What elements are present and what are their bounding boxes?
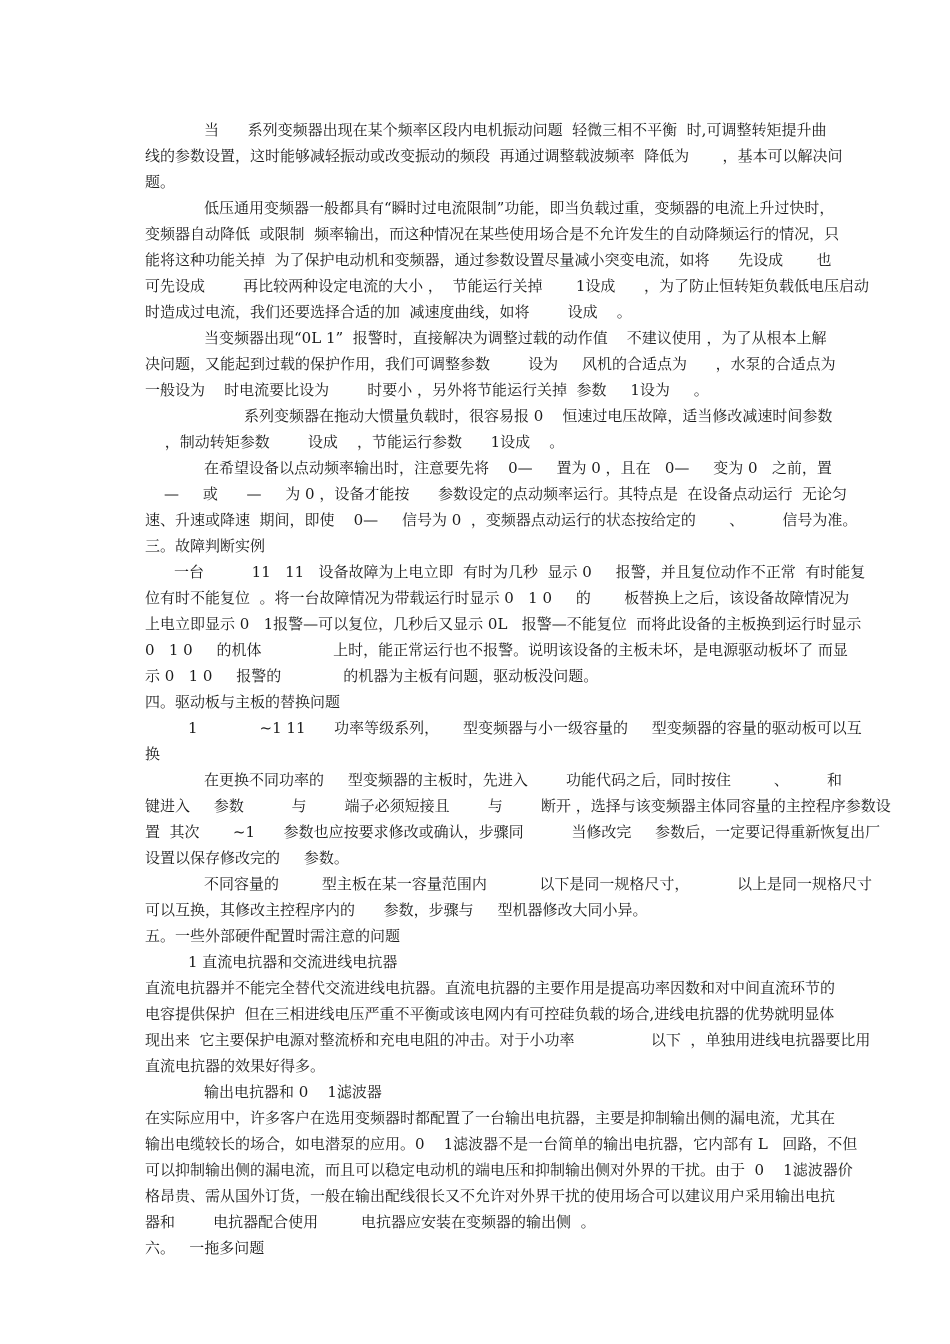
text-line: 速、升速或降速 期间，即使 0— 信号为 0 ，变频器点动运行的状态按给定的 、 信号为准。 <box>145 511 858 529</box>
text-line: 可以抑制输出侧的漏电流，而且可以稳定电动机的端电压和抑制输出侧对外界的干扰。由于 0 1滤波器价 <box>145 1161 853 1179</box>
text-line: 变频器自动降低 或限制 频率输出，而这种情况在某些使用场合是不允许发生的自动降频运行的情况，只 <box>145 225 840 243</box>
text-line: 现出来 它主要保护电源对整流桥和充电电阻的冲击。对于小功率 以下 ，单独用进线电抗器要比用 <box>145 1031 871 1049</box>
text-line: ，制动转矩参数 设成 ，节能运行参数 1设成 。 <box>160 433 565 451</box>
text-line: 键进入 参数 与 端子必须短接且 与 断开 ，选择与该变频器主体同容量的主控程序参数设 <box>145 797 891 815</box>
section-heading: 五。一些外部硬件配置时需注意的问题 <box>145 927 401 945</box>
text-line: 当 系列变频器出现在某个频率区段内电机振动问题 轻微三相不平衡 时,可调整转矩提升曲 <box>204 121 827 139</box>
text-line: 低压通用变频器一般都具有“瞬时过电流限制”功能，即当负载过重，变频器的电流上升过快时， <box>204 199 835 217</box>
text-line: 在实际应用中，许多客户在选用变频器时都配置了一台输出电抗器，主要是抑制输出侧的漏电流，尤其在 <box>145 1109 836 1127</box>
subsection-heading: 输出电抗器和 0 1滤波器 <box>204 1083 382 1101</box>
text-line: 题。 <box>145 173 176 191</box>
text-line: 电容提供保护 但在三相进线电压严重不平衡或该电网内有可控硅负载的场合,进线电抗器的优势就明显体 <box>145 1005 835 1023</box>
subsection-heading: 1 直流电抗器和交流进线电抗器 <box>188 953 398 971</box>
section-heading: 六。 一拖多问题 <box>145 1239 265 1257</box>
text-line: 设置以保存修改完的 参数。 <box>145 849 349 867</box>
text-line: 上电立即显示 0 1报警—可以复位，几秒后又显示 0L 报警—不能复位 而将此设备的主板换到运行时显示 <box>145 615 862 633</box>
text-line: 当变频器出现“0L 1” 报警时，直接解决为调整过载的动作值 不建议使用 ，为了从根本上解 <box>204 329 827 347</box>
text-line: — 或 — 为 0 ，设备才能按 参数设定的点动频率运行。其特点是 在设备点动运行 无论匀 <box>164 485 848 503</box>
text-line: 能将这种功能关掉 为了保护电动机和变频器，通过参数设置尽量减小突变电流，如将 先设成 也 <box>145 251 832 269</box>
text-line: 不同容量的 型主板在某一容量范围内 以下是同一规格尺寸， 以上是同一规格尺寸 <box>204 875 873 893</box>
text-line: 置 其次 ~1 参数也应按要求修改或确认，步骤同 当修改完 参数后，一定要记得重新恢复出厂 <box>145 823 881 841</box>
text-line: 一般设为 时电流要比设为 时要小 ，另外将节能运行关掉 参数 1设为 。 <box>145 381 709 399</box>
text-line: 0 1 0 的机体 上时，能正常运行也不报警。说明该设备的主板未坏，是电源驱动板坏了 而显 <box>145 641 848 659</box>
text-line: 系列变频器在拖动大惯量负载时，很容易报 0 恒速过电压故障，适当修改减速时间参数 <box>244 407 833 425</box>
text-line: 直流电抗器的效果好得多。 <box>145 1057 326 1075</box>
text-line: 器和 电抗器配合使用 电抗器应安装在变频器的输出侧 。 <box>145 1213 596 1231</box>
text-line: 在更换不同功率的 型变频器的主板时，先进入 功能代码之后，同时按住 、 和 <box>204 771 843 789</box>
text-line: 示 0 1 0 报警的 的机器为主板有问题，驱动板没问题。 <box>145 667 599 685</box>
text-line: 换 <box>145 745 161 763</box>
text-line: 时造成过电流，我们还要选择合适的加 减速度曲线，如将 设成 。 <box>145 303 632 321</box>
text-line: 格昂贵、需从国外订货，一般在输出配线很长又不允许对外界干扰的使用场合可以建议用户采用输出电抗 <box>145 1187 836 1205</box>
text-line: 位有时不能复位 。将一台故障情况为带载运行时显示 0 1 0 的 板替换上之后，该设备故障情况为 <box>145 589 850 607</box>
text-line: 决问题，又能起到过载的保护作用，我们可调整参数 设为 风机的合适点为 ，水泵的合适点为 <box>145 355 836 373</box>
text-line: 可以互换，其修改主控程序内的 参数，步骤与 型机器修改大同小异。 <box>145 901 648 919</box>
text-line: 1 ~1 11 功率等级系列， 型变频器与小一级容量的 型变频器的容量的驱动板可以互 <box>188 719 862 737</box>
text-line: 输出电缆较长的场合，如电潜泵的应用。0 1滤波器不是一台简单的输出电抗器，它内部有 L 回路，不但 <box>145 1135 858 1153</box>
section-heading: 三。故障判断实例 <box>145 537 266 555</box>
text-line: 直流电抗器并不能完全替代交流进线电抗器。直流电抗器的主要作用是提高功率因数和对中间直流环节的 <box>145 979 836 997</box>
text-line: 可先设成 再比较两种设定电流的大小 ， 节能运行关掉 1设成 ，为了防止恒转矩负载低电压启动 <box>145 277 869 295</box>
text-line: 一台 11 11 设备故障为上电立即 有时为几秒 显示 0 报警，并且复位动作不正常 有时能复 <box>174 563 866 581</box>
text-line: 线的参数设置，这时能够减轻振动或改变振动的频段 再通过调整载波频率 降低为 ，基本可以解决问 <box>145 147 843 165</box>
section-heading: 四。驱动板与主板的替换问题 <box>145 693 341 711</box>
text-line: 在希望设备以点动频率输出时，注意要先将 0— 置为 0 ，且在 0— 变为 0 之前，置 <box>204 459 832 477</box>
